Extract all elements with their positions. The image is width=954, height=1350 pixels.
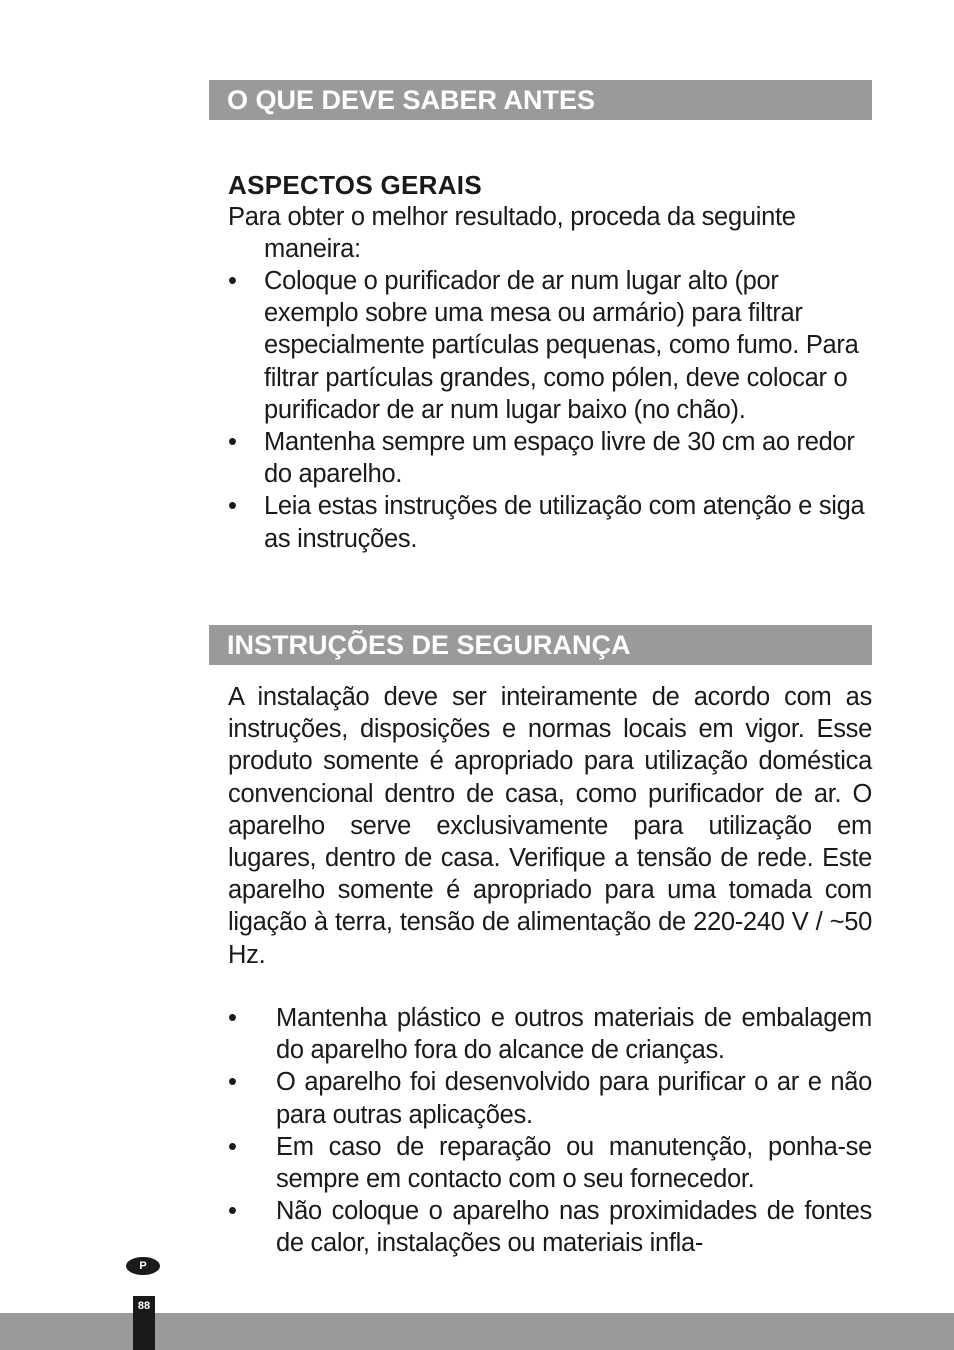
bullet-icon: •: [228, 1004, 237, 1032]
general-bullet-list: [228, 265, 872, 555]
list-item-text: O aparelho foi desenvolvido para purificar o ar e não para outras aplicações.: [276, 1068, 872, 1129]
bullet-icon: •: [228, 267, 237, 295]
list-item: [228, 426, 872, 490]
list-item: [228, 1195, 872, 1259]
list-item: [228, 1002, 872, 1066]
section-header-before: O QUE DEVE SABER ANTES: [209, 80, 872, 120]
bullet-icon: •: [228, 428, 237, 457]
page-number: 88: [133, 1296, 155, 1350]
bullet-icon: •: [228, 1197, 237, 1226]
list-item: [228, 1066, 872, 1130]
list-item-text: Mantenha plástico e outros materiais de embalagem do aparelho fora do alcance de crianças.: [276, 1004, 872, 1065]
list-item-text: Em caso de reparação ou manutenção, ponha-se sempre em contacto com o seu fornecedor.: [276, 1132, 872, 1194]
general-aspects-heading: ASPECTOS GERAIS: [228, 170, 482, 200]
list-item: [228, 1131, 872, 1195]
bullet-icon: •: [228, 492, 237, 521]
list-item-text: Coloque o purificador de ar num lugar alto (por exemplo sobre uma mesa ou armário) para filtrar especialmente partículas pequenas, como fumo. Para filtrar partículas grandes, como pólen, deve colocar o purificador de ar num lugar baixo (no chão).: [264, 267, 859, 424]
list-item-text: Leia estas instruções de utilização com atenção e siga as instruções.: [264, 492, 865, 553]
general-intro: [228, 201, 872, 265]
safety-paragraph: A instalação deve ser inteiramente de acordo com as instruções, disposições e normas locais em vigor. Esse produto somente é apropriado para utilização doméstica convencional dentro de casa, como purificador de ar. O aparelho serve exclusivamente para utilização em lugares, dentro de casa. Verifique a tensão de rede. Este aparelho somente é apropriado para uma tomada com ligação à terra, tensão de alimentação de 220-240 V / ~50 Hz.: [228, 683, 872, 969]
list-item: [228, 490, 872, 554]
general-intro-text: Para obter o melhor resultado, proceda da seguinte maneira:: [228, 203, 796, 264]
list-item: [228, 265, 872, 426]
language-badge: P: [126, 1257, 160, 1275]
section-header-safety: INSTRUÇÕES DE SEGURANÇA: [209, 625, 872, 665]
list-item-text: Mantenha sempre um espaço livre de 30 cm ao redor do aparelho.: [264, 428, 855, 489]
list-item-text: Não coloque o aparelho nas proximidades de fontes de calor, instalações ou materiais infla-: [276, 1197, 872, 1258]
bullet-icon: •: [228, 1132, 237, 1161]
bullet-icon: •: [228, 1068, 237, 1097]
safety-bullet-list: [228, 1002, 872, 1260]
